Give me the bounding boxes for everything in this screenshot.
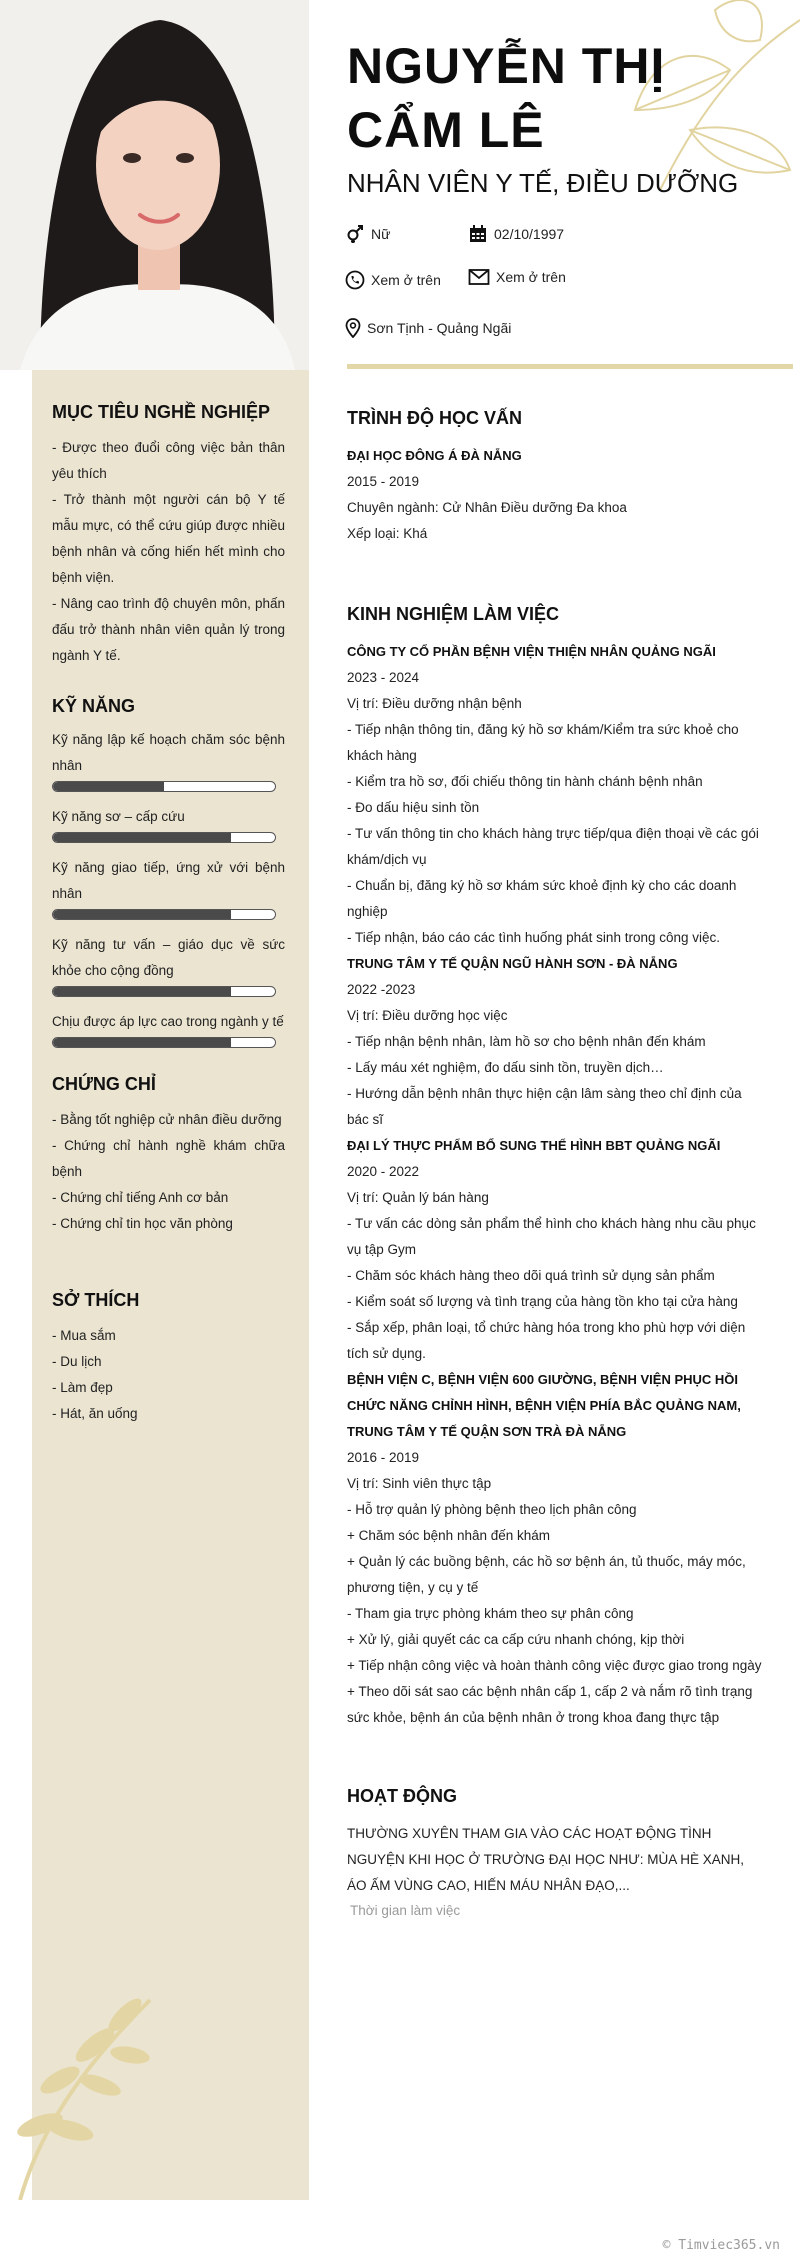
job-detail: - Kiểm tra hồ sơ, đối chiếu thông tin hành chánh bệnh nhân [347,774,703,789]
job-detail: - Đo dấu hiệu sinh tồn [347,800,480,815]
hobby-item: - Mua sắm [52,1328,116,1343]
job-detail: - Tham gia trực phòng khám theo sự phân công [347,1606,634,1621]
job-detail: Vị trí: Sinh viên thực tập [347,1476,492,1491]
skill-bar [52,832,276,843]
job-detail: Vị trí: Điều dưỡng nhận bệnh [347,696,522,711]
gender-info [345,224,390,244]
skill-label: Kỹ năng lập kế hoạch chăm sóc bệnh nhân [52,732,285,773]
job-period: 2022 -2023 [347,982,416,997]
objective-section [52,402,285,669]
phone-icon [345,270,365,290]
skill-fill [53,782,164,791]
job-period: 2023 - 2024 [347,670,420,685]
skill-label: Chịu được áp lực cao trong ngành y tế [52,1014,284,1029]
job-entry [347,1133,767,1367]
address-info [345,318,511,338]
skill-item [52,855,285,920]
watermark: © Timviec365.vn [662,2238,780,2253]
email-icon [468,268,490,286]
hobby-item: - Du lịch [52,1354,102,1369]
experience-section [347,604,767,1731]
certificate-item: - Bằng tốt nghiệp cử nhân điều dưỡng [52,1112,282,1127]
skill-label: Kỹ năng tư vấn – giáo dục về sức khỏe cho cộng đồng [52,937,285,978]
job-entry [347,1367,767,1731]
education-section [347,408,767,547]
school-name: ĐẠI HỌC ĐÔNG Á ĐÀ NẴNG [347,448,522,463]
location-icon [345,318,361,338]
birthday-info [468,224,564,244]
activities-text: THƯỜNG XUYÊN THAM GIA VÀO CÁC HOẠT ĐỘNG TÌNH NGUYỆN KHI HỌC Ở TRƯỜNG ĐẠI HỌC NHƯ: MÙA HÈ XANH, ÁO ẤM VÙNG CAO, HIẾN MÁU NHÂN ĐẠO,... [347,1826,744,1893]
objective-line: - Được theo đuổi công việc bản thân yêu thích [52,440,285,481]
skill-fill [53,833,231,842]
job-detail: Vị trí: Điều dưỡng học việc [347,1008,508,1023]
certificate-item: - Chứng chỉ tin học văn phòng [52,1216,233,1231]
name-line-1: NGUYỄN THỊ [347,38,666,94]
job-company: BỆNH VIỆN C, BỆNH VIỆN 600 GIƯỜNG, BỆNH VIỆN PHỤC HỒI CHỨC NĂNG CHỈNH HÌNH, BỆNH VIỆN PHÍA BẮC QUẢNG NAM, TRUNG TÂM Y TẾ QUẬN SƠN TRÀ ĐÀ NẴNG [347,1372,741,1439]
certificate-item: - Chứng chỉ hành nghề khám chữa bệnh [52,1138,285,1179]
job-entry [347,639,767,951]
education-major: Chuyên ngành: Cử Nhân Điều dưỡng Đa khoa [347,500,627,515]
skill-item [52,932,285,997]
activities-time-placeholder: Thời gian làm việc [350,1903,461,1918]
job-detail: - Chăm sóc khách hàng theo dõi quá trình sử dụng sản phẩm [347,1268,715,1283]
activities-section [347,1786,767,1918]
job-detail: + Chăm sóc bệnh nhân đến khám [347,1528,551,1543]
experience-heading: KINH NGHIỆM LÀM VIỆC [347,604,560,624]
email-info [468,268,566,286]
job-period: 2020 - 2022 [347,1164,420,1179]
skills-heading: KỸ NĂNG [52,696,136,716]
education-rank: Xếp loại: Khá [347,526,428,541]
skill-fill [53,1038,231,1047]
gender-value: Nữ [371,226,391,242]
job-period: 2016 - 2019 [347,1450,420,1465]
job-detail: - Tiếp nhận, báo cáo các tình huống phát sinh trong công việc. [347,930,721,945]
skill-label: Kỹ năng giao tiếp, ứng xử với bệnh nhân [52,860,285,901]
job-detail: - Chuẩn bị, đăng ký hồ sơ khám sức khoẻ định kỳ cho các doanh nghiệp [347,878,737,919]
education-heading: TRÌNH ĐỘ HỌC VẤN [347,408,522,428]
skill-item [52,804,285,843]
hobby-item: - Hát, ăn uống [52,1406,138,1421]
job-detail: + Tiếp nhận công việc và hoàn thành công việc được giao trong ngày [347,1658,762,1673]
job-detail: - Tiếp nhận bệnh nhân, làm hồ sơ cho bệnh nhân đến khám [347,1034,706,1049]
job-detail: + Theo dõi sát sao các bệnh nhân cấp 1, cấp 2 và nắm rõ tình trạng sức khỏe, bệnh án của bệnh nhân ở trong khoa đang thực tập [347,1684,753,1725]
skill-bar [52,1037,276,1048]
skill-item [52,727,285,792]
job-company: ĐẠI LÝ THỰC PHẨM BỔ SUNG THỂ HÌNH BBT QUẢNG NGÃI [347,1138,721,1153]
name-line-2: CẨM LÊ [347,102,545,158]
activities-heading: HOẠT ĐỘNG [347,1786,457,1806]
skills-section [52,696,285,1060]
full-name [347,34,787,162]
education-period: 2015 - 2019 [347,474,420,489]
objective-line: - Nâng cao trình độ chuyên môn, phấn đấu trở thành nhân viên quản lý trong ngành Y tế. [52,596,285,663]
certificates-heading: CHỨNG CHỈ [52,1074,156,1094]
hobbies-section [52,1290,285,1427]
leaf-decoration-bottom-icon [0,1960,160,2200]
skill-bar [52,986,276,997]
avatar [0,0,309,370]
skill-item [52,1009,285,1048]
gender-icon [345,224,365,244]
skill-bar [52,909,276,920]
job-detail: - Tư vấn thông tin cho khách hàng trực tiếp/qua điện thoại về các gói khám/dịch vụ [347,826,759,867]
skill-label: Kỹ năng sơ – cấp cứu [52,809,185,824]
job-detail: Vị trí: Quản lý bán hàng [347,1190,489,1205]
hobbies-heading: SỞ THÍCH [52,1290,140,1310]
birthday-value: 02/10/1997 [494,226,565,242]
certificate-item: - Chứng chỉ tiếng Anh cơ bản [52,1190,229,1205]
skill-bar [52,781,276,792]
job-detail: - Hướng dẫn bệnh nhân thực hiện cận lâm sàng theo chỉ định của bác sĩ [347,1086,742,1127]
email-value: Xem ở trên [496,269,566,285]
phone-info [345,270,441,290]
job-entry [347,951,767,1133]
skill-fill [53,910,231,919]
job-detail: - Kiểm soát số lượng và tình trạng của hàng tồn kho tại cửa hàng [347,1294,738,1309]
job-detail: + Xử lý, giải quyết các ca cấp cứu nhanh chóng, kịp thời [347,1632,685,1647]
phone-value: Xem ở trên [371,272,441,288]
job-title: NHÂN VIÊN Y TẾ, ĐIỀU DƯỠNG [347,168,739,198]
hobby-item: - Làm đẹp [52,1380,113,1395]
header [347,34,787,199]
header-divider [347,364,793,369]
profile-photo [0,0,309,370]
address-value: Sơn Tịnh - Quảng Ngãi [367,320,512,336]
certificates-section [52,1074,285,1237]
objective-line: - Trở thành một người cán bộ Y tế mẫu mực, có thể cứu giúp được nhiều bệnh nhân và cống hiến hết mình cho bệnh viện. [52,492,285,585]
job-company: TRUNG TÂM Y TẾ QUẬN NGŨ HÀNH SƠN - ĐÀ NẴNG [347,956,678,971]
calendar-icon [468,224,488,244]
job-detail: - Tư vấn các dòng sản phẩm thể hình cho khách hàng nhu cầu phục vụ tập Gym [347,1216,756,1257]
job-detail: - Hỗ trợ quản lý phòng bệnh theo lịch phân công [347,1502,637,1517]
job-detail: - Lấy máu xét nghiệm, đo dấu sinh tồn, truyền dịch… [347,1060,664,1075]
skill-fill [53,987,231,996]
job-detail: + Quản lý các buồng bệnh, các hồ sơ bệnh án, tủ thuốc, máy móc, phương tiện, y cụ y tế [347,1554,746,1595]
job-detail: - Sắp xếp, phân loại, tổ chức hàng hóa trong kho phù hợp với diện tích sử dụng. [347,1320,746,1361]
job-company: CÔNG TY CỔ PHẦN BỆNH VIỆN THIỆN NHÂN QUẢNG NGÃI [347,644,716,659]
objective-heading: MỤC TIÊU NGHỀ NGHIỆP [52,402,271,422]
job-detail: - Tiếp nhận thông tin, đăng ký hồ sơ khám/Kiểm tra sức khoẻ cho khách hàng [347,722,739,763]
